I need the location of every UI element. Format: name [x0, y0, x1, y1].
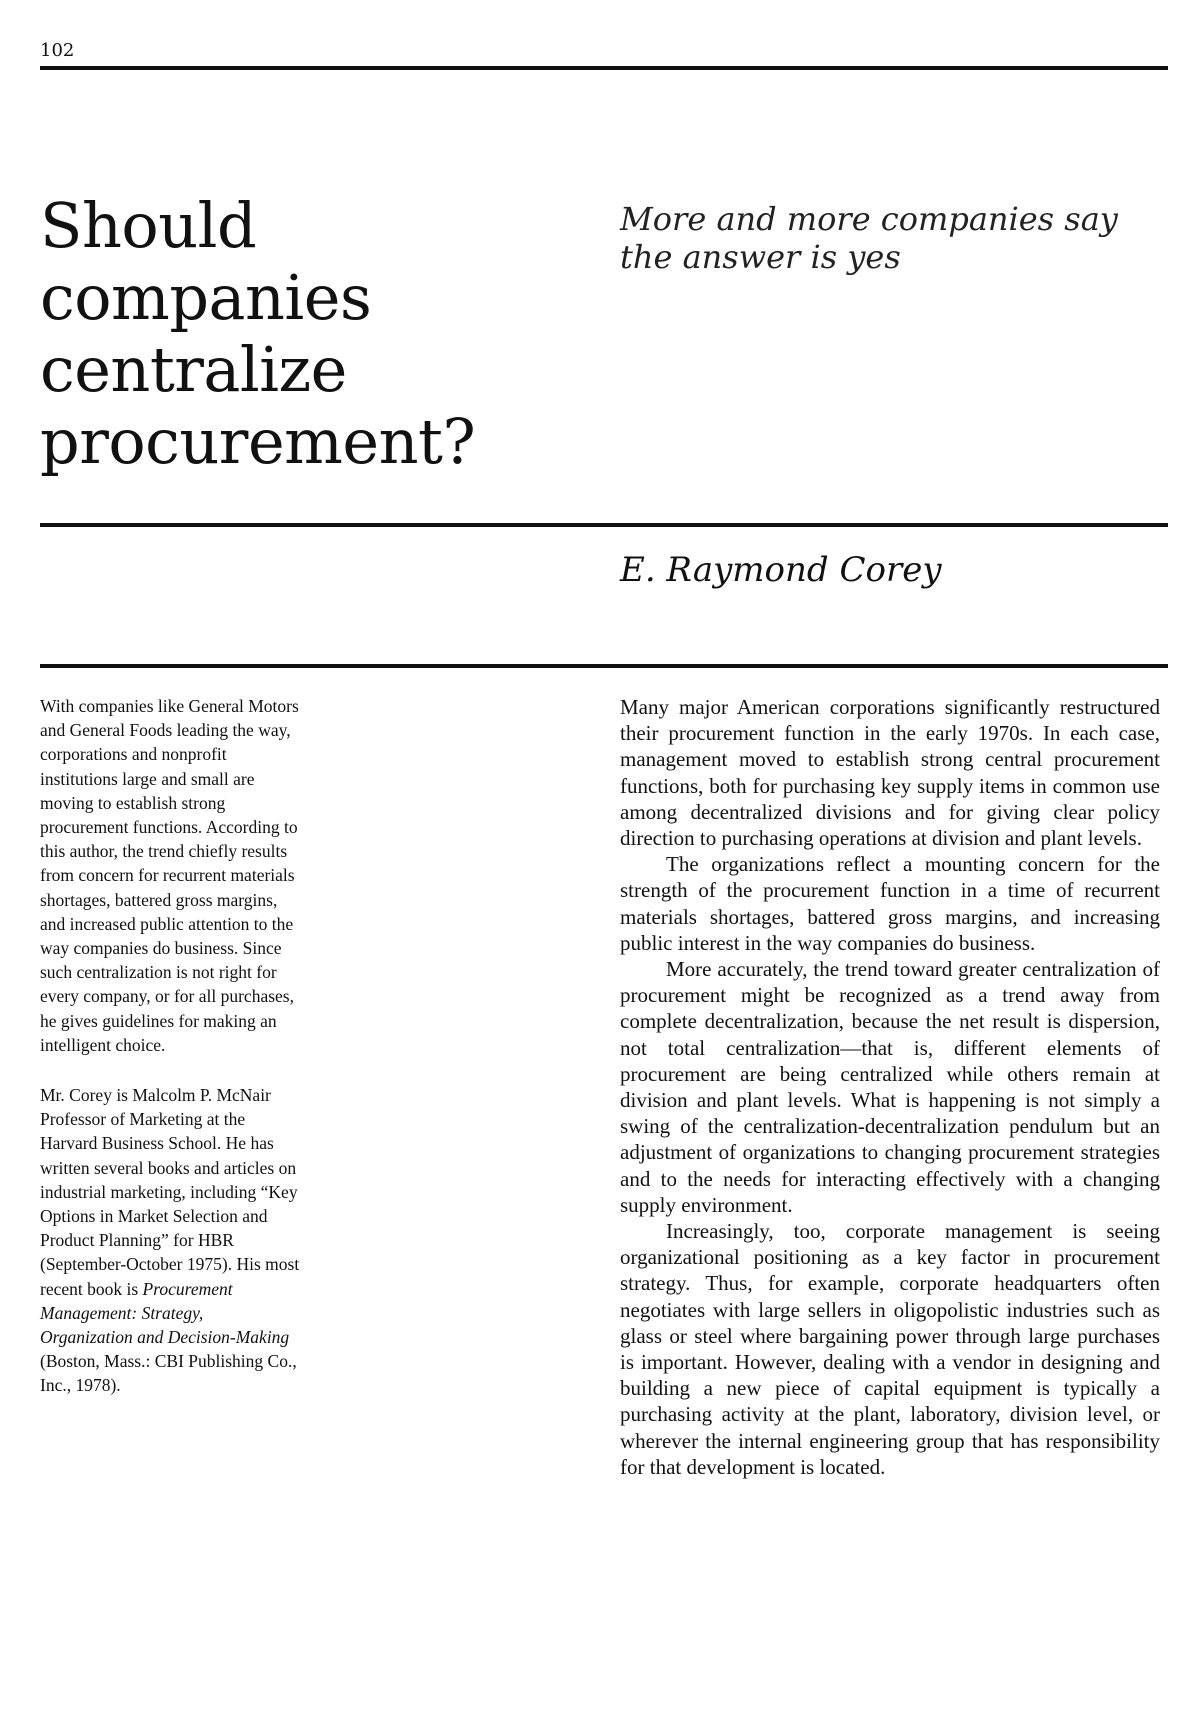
body-paragraph: More accurately, the trend toward greater centralization of procurement might be recognized as a trend away from complete decentralization, because the net result is dispersion, not total centralization—that is, different elements of procurement are being centralized while others remain at division and plant levels. What is happening is not simply a swing of the centralization-decentralization pendulum but an adjustment of organizations to changing procurement strategies and to the needs for interacting effectively with a changing supply environment. — [620, 957, 1160, 1217]
body-paragraph: The organizations reflect a mounting concern for the strength of the procurement function in a time of recurrent materials shortages, battered gross margins, and increasing public interest in the way companies do business. — [620, 852, 1160, 955]
author-bio — [40, 1083, 300, 1398]
author-name: E. Raymond Corey — [620, 550, 942, 590]
book-title: Procurement Management: Strategy, Organization and Decision-Making — [40, 1278, 290, 1348]
summary-text: With companies like General Motors and General Foods leading the way, corporations and nonprofit institutions large and small are moving to establish strong procurement functions. According to this author, the trend chiefly results from concern for recurrent materials shortages, battered gross margins, and increased public attention to the way companies do business. Since such centralization is not right for every company, or for all purchases, he gives guidelines for making an intelligent choice. — [40, 696, 299, 1055]
body-column — [620, 694, 1160, 1480]
article-subtitle: More and more companies say the answer is yes — [620, 200, 1118, 276]
bio-outro: (Boston, Mass.: CBI Publishing Co., Inc., 1978). — [40, 1351, 297, 1396]
top-rule — [40, 66, 1168, 70]
body-paragraph: Many major American corporations significantly restructured their procurement function in the early 1970s. In each case, management moved to establish strong central procurement functions, both for purchasing key supply items in common use among decentralized divisions and for giving clear policy direction to purchasing operations at division and plant levels. — [620, 695, 1160, 851]
title-rule — [40, 523, 1168, 527]
article-title: Should companies centralize procurement? — [40, 189, 476, 478]
page-number: 102 — [40, 40, 75, 61]
bio-intro: Mr. Corey is Malcolm P. McNair Professor of Marketing at the Harvard Business School. He has written several books and articles on industrial marketing, including “Key Options in Market Selection and Product Planning” for HBR (September-October 1975). His most recent book is — [40, 1085, 300, 1299]
body-paragraph: Increasingly, too, corporate management is seeing organizational positioning as a key factor in procurement strategy. Thus, for example, corporate headquarters often negotiates with large sellers in oligopolistic industries such as glass or steel where bargaining power through large purchases is important. However, dealing with a vendor in designing and building a new piece of capital equipment is typically a purchasing activity at the plant, laboratory, division level, or wherever the internal engineering group that has responsibility for that development is located. — [620, 1219, 1160, 1479]
author-rule — [40, 664, 1168, 668]
sidebar-column — [40, 694, 300, 1398]
